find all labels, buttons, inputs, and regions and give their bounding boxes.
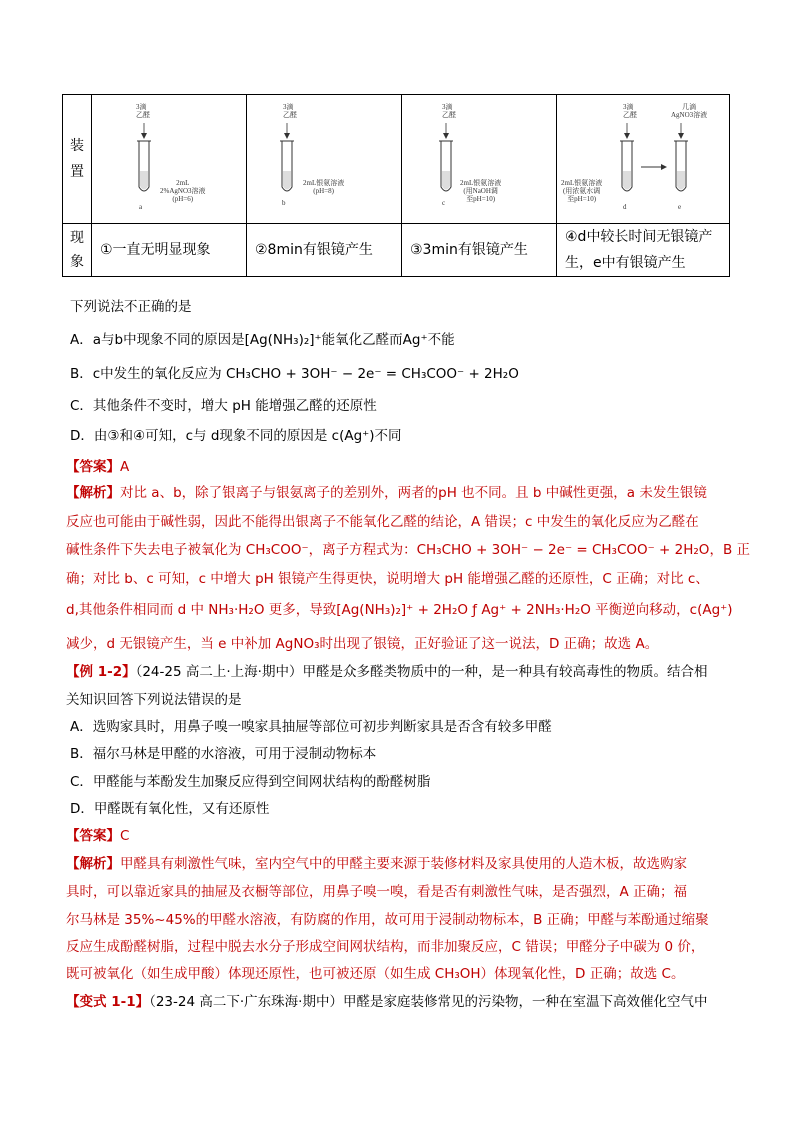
- analysis-1-label: 【解析】: [66, 485, 120, 501]
- setup-a: 3滴 乙醛 2mL 2%AgNO3溶液 (pH=6) a: [92, 95, 247, 224]
- analysis-2-line: 既可被氧化（如生成甲酸）体现还原性，也可被还原（如生成 CH₃OH）体现氧化性，D 正确；故选 C。: [66, 966, 685, 982]
- setup-header: 装置: [63, 95, 92, 224]
- answer-2: 【答案】C: [66, 828, 130, 844]
- analysis-1-line: d,其他条件相同而 d 中 NH₃·H₂O 更多，导致[Ag(NH₃)₂]⁺ + 2H₂O ƒ Ag⁺ + 2NH₃·H₂O 平衡逆向移动，c(Ag⁺): [66, 602, 733, 618]
- observation-header: 现象: [63, 224, 92, 277]
- analysis-1-line: 碱性条件下失去电子被氧化为 CH₃COO⁻，离子方程式为：CH₃CHO + 3OH⁻ − 2e⁻ = CH₃COO⁻ + 2H₂O，B 正: [66, 542, 750, 558]
- example-option-a: A．选购家具时，用鼻子嗅一嗅家具抽屉等部位可初步判断家具是否含有较多甲醛: [70, 719, 552, 735]
- example-label: 【例 1-2】: [66, 664, 136, 680]
- example-option-b: B．福尔马林是甲醛的水溶液，可用于浸制动物标本: [70, 746, 377, 762]
- setup-c: 3滴 乙醛 2mL银氨溶液 (用NaOH调 至pH=10) c: [402, 95, 557, 224]
- setup-b: 3滴 乙醛 2mL银氨溶液 (pH=8) b: [247, 95, 402, 224]
- variant-1-1: 【变式 1-1】（23-24 高二下·广东珠海·期中）甲醛是家庭装修常见的污染物，一种在室温下高效催化空气中: [66, 994, 708, 1010]
- test-tube-d-e-icon: [557, 95, 729, 223]
- analysis-1-line: 减少，d 无银镜产生，当 e 中补加 AgNO₃时出现了银镜，正好验证了这一说法，D 正确；故选 A。: [66, 636, 659, 652]
- variant-label: 【变式 1-1】: [66, 994, 150, 1010]
- example-option-c: C．甲醛能与苯酚发生加聚反应得到空间网状结构的酚醛树脂: [70, 774, 431, 790]
- analysis-2-line: 反应生成酚醛树脂，过程中脱去水分子形成空间网状结构，而非加聚反应，C 错误；甲醛分子中碳为 0 价，: [66, 939, 705, 955]
- example-line: 【例 1-2】（24-25 高二上·上海·期中）甲醛是众多醛类物质中的一种，是一种具有较高毒性的物质。结合相: [66, 664, 708, 680]
- analysis-1-line: 【解析】对比 a、b，除了银离子与银氨离子的差别外，两者的pH 也不同。且 b 中碱性更强，a 未发生银镜: [66, 485, 707, 501]
- example-option-d: D．甲醛既有氧化性，又有还原性: [70, 801, 270, 817]
- analysis-1-line: 确；对比 b、c 可知，c 中增大 pH 银镜产生得更快，说明增大 pH 能增强乙醛的还原性，C 正确；对比 c、: [66, 571, 709, 587]
- test-tube-c-icon: [402, 95, 556, 223]
- observation-2: ②8min有银镜产生: [247, 224, 402, 277]
- analysis-2-line: 【解析】甲醛具有刺激性气味，室内空气中的甲醛主要来源于装修材料及家具使用的人造木板，故选购家: [66, 856, 687, 872]
- observation-3: ③3min有银镜产生: [402, 224, 557, 277]
- observation-4: ④d中较长时间无银镜产 生，e中有银镜产生: [557, 224, 730, 277]
- analysis-1-line: 反应也可能由于碱性弱，因此不能得出银离子不能氧化乙醛的结论，A 错误；c 中发生的氧化反应为乙醛在: [66, 514, 699, 530]
- question-stem: 下列说法不正确的是: [70, 299, 192, 315]
- option-b: B．c中发生的氧化反应为 CH₃CHO + 3OH⁻ − 2e⁻ = CH₃COO⁻ + 2H₂O: [70, 366, 519, 382]
- observation-1: ①一直无明显现象: [92, 224, 247, 277]
- test-tube-a-icon: [92, 95, 246, 223]
- analysis-2-line: 尔马林是 35%~45%的甲醛水溶液，有防腐的作用，故可用于浸制动物标本，B 正确；甲醛与苯酚通过缩聚: [66, 912, 709, 928]
- option-c: C．其他条件不变时，增大 pH 能增强乙醛的还原性: [70, 398, 377, 414]
- example-line: 关知识回答下列说法错误的是: [66, 692, 242, 708]
- test-tube-b-icon: [247, 95, 401, 223]
- experiment-table: [62, 94, 730, 277]
- setup-d-e: 3滴 乙醛 几滴 AgNO3溶液 2mL银氨溶液 (用浓氨水调 至pH=10) d e: [557, 95, 730, 224]
- option-d: D．由③和④可知，c与 d现象不同的原因是 c(Ag⁺)不同: [70, 428, 402, 444]
- analysis-2-line: 具时，可以靠近家具的抽屉及衣橱等部位，用鼻子嗅一嗅，看是否有刺激性气味，是否强烈，A 正确；福: [66, 884, 688, 900]
- option-a: A．a与b中现象不同的原因是[Ag(NH₃)₂]⁺能氧化乙醛而Ag⁺不能: [70, 332, 455, 348]
- answer-1: 【答案】A: [66, 459, 130, 475]
- analysis-2-label: 【解析】: [66, 856, 120, 872]
